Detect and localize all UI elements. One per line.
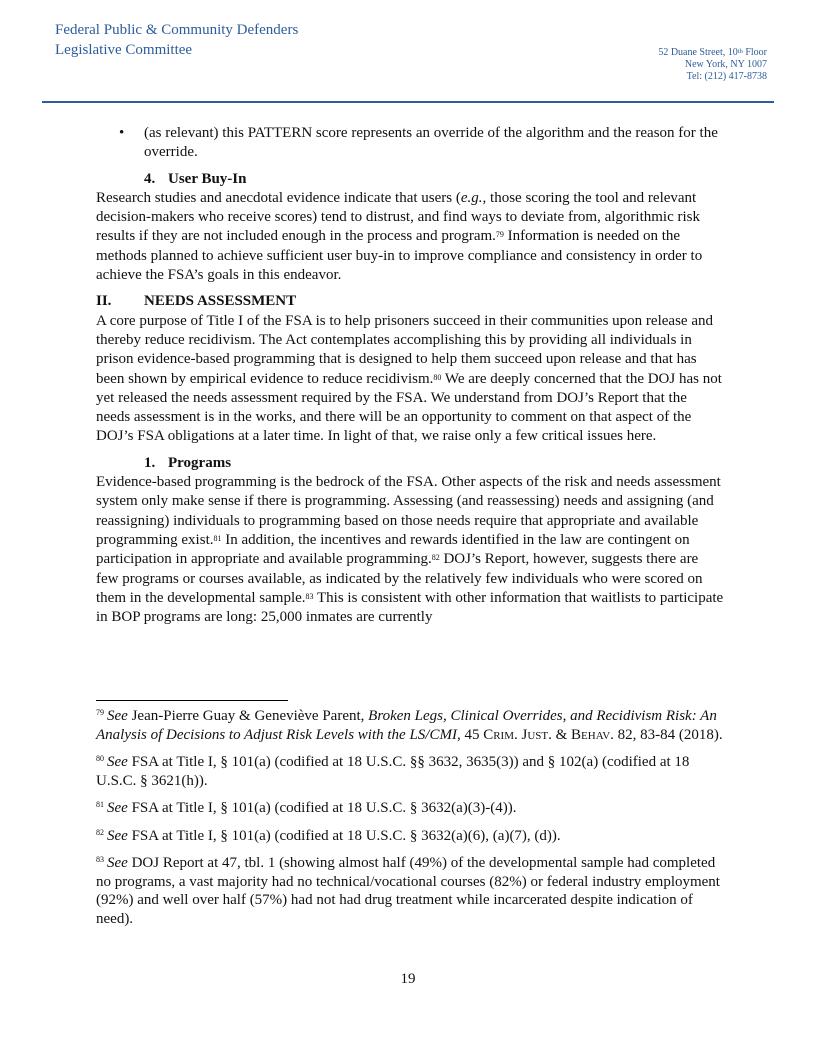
footnote-81: $^{81}$ See FSA at Title I, § 101(a) (codified at 18 U.S.C. § 3632(a)(3)-(4)). xyxy=(96,800,517,816)
paragraph-needs-assessment: A core purpose of Title I of the FSA is to help prisoners succeed in their communities upon release and thereby reduce recidivism. The Act contemplates accomplishing this by providing all individuals in prison evidence-based programming that is designed to help them succeed upon release and that has been shown by empirical evidence to reduce recidivism.$^{80}$ We are deeply concerned that the DOJ has not yet released the needs assessment required by the FSA. We understand from DOJ’s Report that the needs assessment is in the works, and there will be an opportunity to comment on that aspect of the DOJ’s FSA obligations at a later time. In light of that, we raise only a few critical issues here. xyxy=(96,312,722,445)
document-body xyxy=(96,124,724,627)
footnote-ref-81: 81 xyxy=(213,533,222,543)
org-name: Federal Public & Community Defenders xyxy=(55,22,299,38)
header-divider xyxy=(42,101,774,103)
footnote-ref-79: 79 xyxy=(495,230,504,240)
footnote-ref-83: 83 xyxy=(305,591,314,601)
letterhead-address xyxy=(658,47,767,83)
bullet-icon: • xyxy=(119,125,125,141)
footnote-ref-80: 80 xyxy=(433,372,442,382)
page-number: 19 xyxy=(400,971,416,987)
paragraph-programs: Evidence-based programming is the bedrock of the FSA. Other aspects of the risk and needs assessment system only make sense if there is programming. Assessing (and reassessing) needs and assigning (and reassigning) individuals to programming based on those needs require that appropriate and available programming exist.$^{81}$ In addition, the incentives and rewards identified in the law are contingent on participation in appropriate and available programming.$^{82}$ DOJ’s Report, however, suggests there are few programs or courses available, as indicated by the relatively few individuals who were scored on them in the developmental sample.$^{83}$ This is consistent with other information that waitlists to participate in BOP programs are long: 25,000 inmates are currently xyxy=(96,474,724,626)
bullet-text: (as relevant) this PATTERN score represents an override of the algorithm and the reason for the override. xyxy=(144,125,718,161)
address-city: New York, NY 1007 xyxy=(684,59,767,70)
footnote-82: $^{82}$ See FSA at Title I, § 101(a) (codified at 18 U.S.C. § 3632(a)(6), (a)(7), (d)). xyxy=(96,827,561,844)
footnote-79: $^{79}$ See Jean-Pierre Guay & Geneviève Parent, Broken Legs, Clinical Overrides, and Recidivism Risk: An Analysis of Decisions to Adjust Risk Levels with the LS/CMI, 45 Crim. Just. & Behav. 82, 83-84 (2018). xyxy=(96,708,723,743)
footnote-83: $^{83}$ See DOJ Report at 47, tbl. 1 (showing almost half (49%) of the developmental sample had completed no programs, a vast majority had no technical/vocational courses (82%) or federal industry employment (92%) and well over half (57%) had not had drug treatment while incarcerated despite indication of need). xyxy=(96,855,720,927)
committee-name: Legislative Committee xyxy=(55,42,193,58)
address-street: 52 Duane Street, 10th Floor xyxy=(658,47,767,58)
paragraph-user-buy-in: Research studies and anecdotal evidence indicate that users (e.g., those scoring the tool and relevant decision-makers who receive scores) tend to distrust, and find ways to deviate from, algorithmic risk results if they are not included enough in the process and program.$^{79}$ Information is needed on the methods planned to achieve sufficient user buy-in to improve compliance and consistency in order to achieve the FSA’s goals in this endeavor. xyxy=(96,189,703,284)
footnote-separator xyxy=(96,700,288,701)
letterhead-org xyxy=(55,20,298,60)
footnotes xyxy=(96,707,724,937)
footnote-ref-82: 82 xyxy=(431,553,440,563)
footnote-80: $^{80}$ See FSA at Title I, § 101(a) (codified at 18 U.S.C. §§ 3632, 3635(3)) and § 102(a) (codified at 18 U.S.C. § 3621(h)). xyxy=(96,754,690,789)
address-tel: Tel: (212) 417-8738 xyxy=(686,71,767,82)
heading-programs: 1. Programs xyxy=(144,454,232,471)
bullet-item xyxy=(96,124,724,163)
heading-user-buy-in: 4. User Buy-In xyxy=(144,170,247,187)
heading-needs-assessment: II. NEEDS ASSESSMENT xyxy=(96,293,297,310)
